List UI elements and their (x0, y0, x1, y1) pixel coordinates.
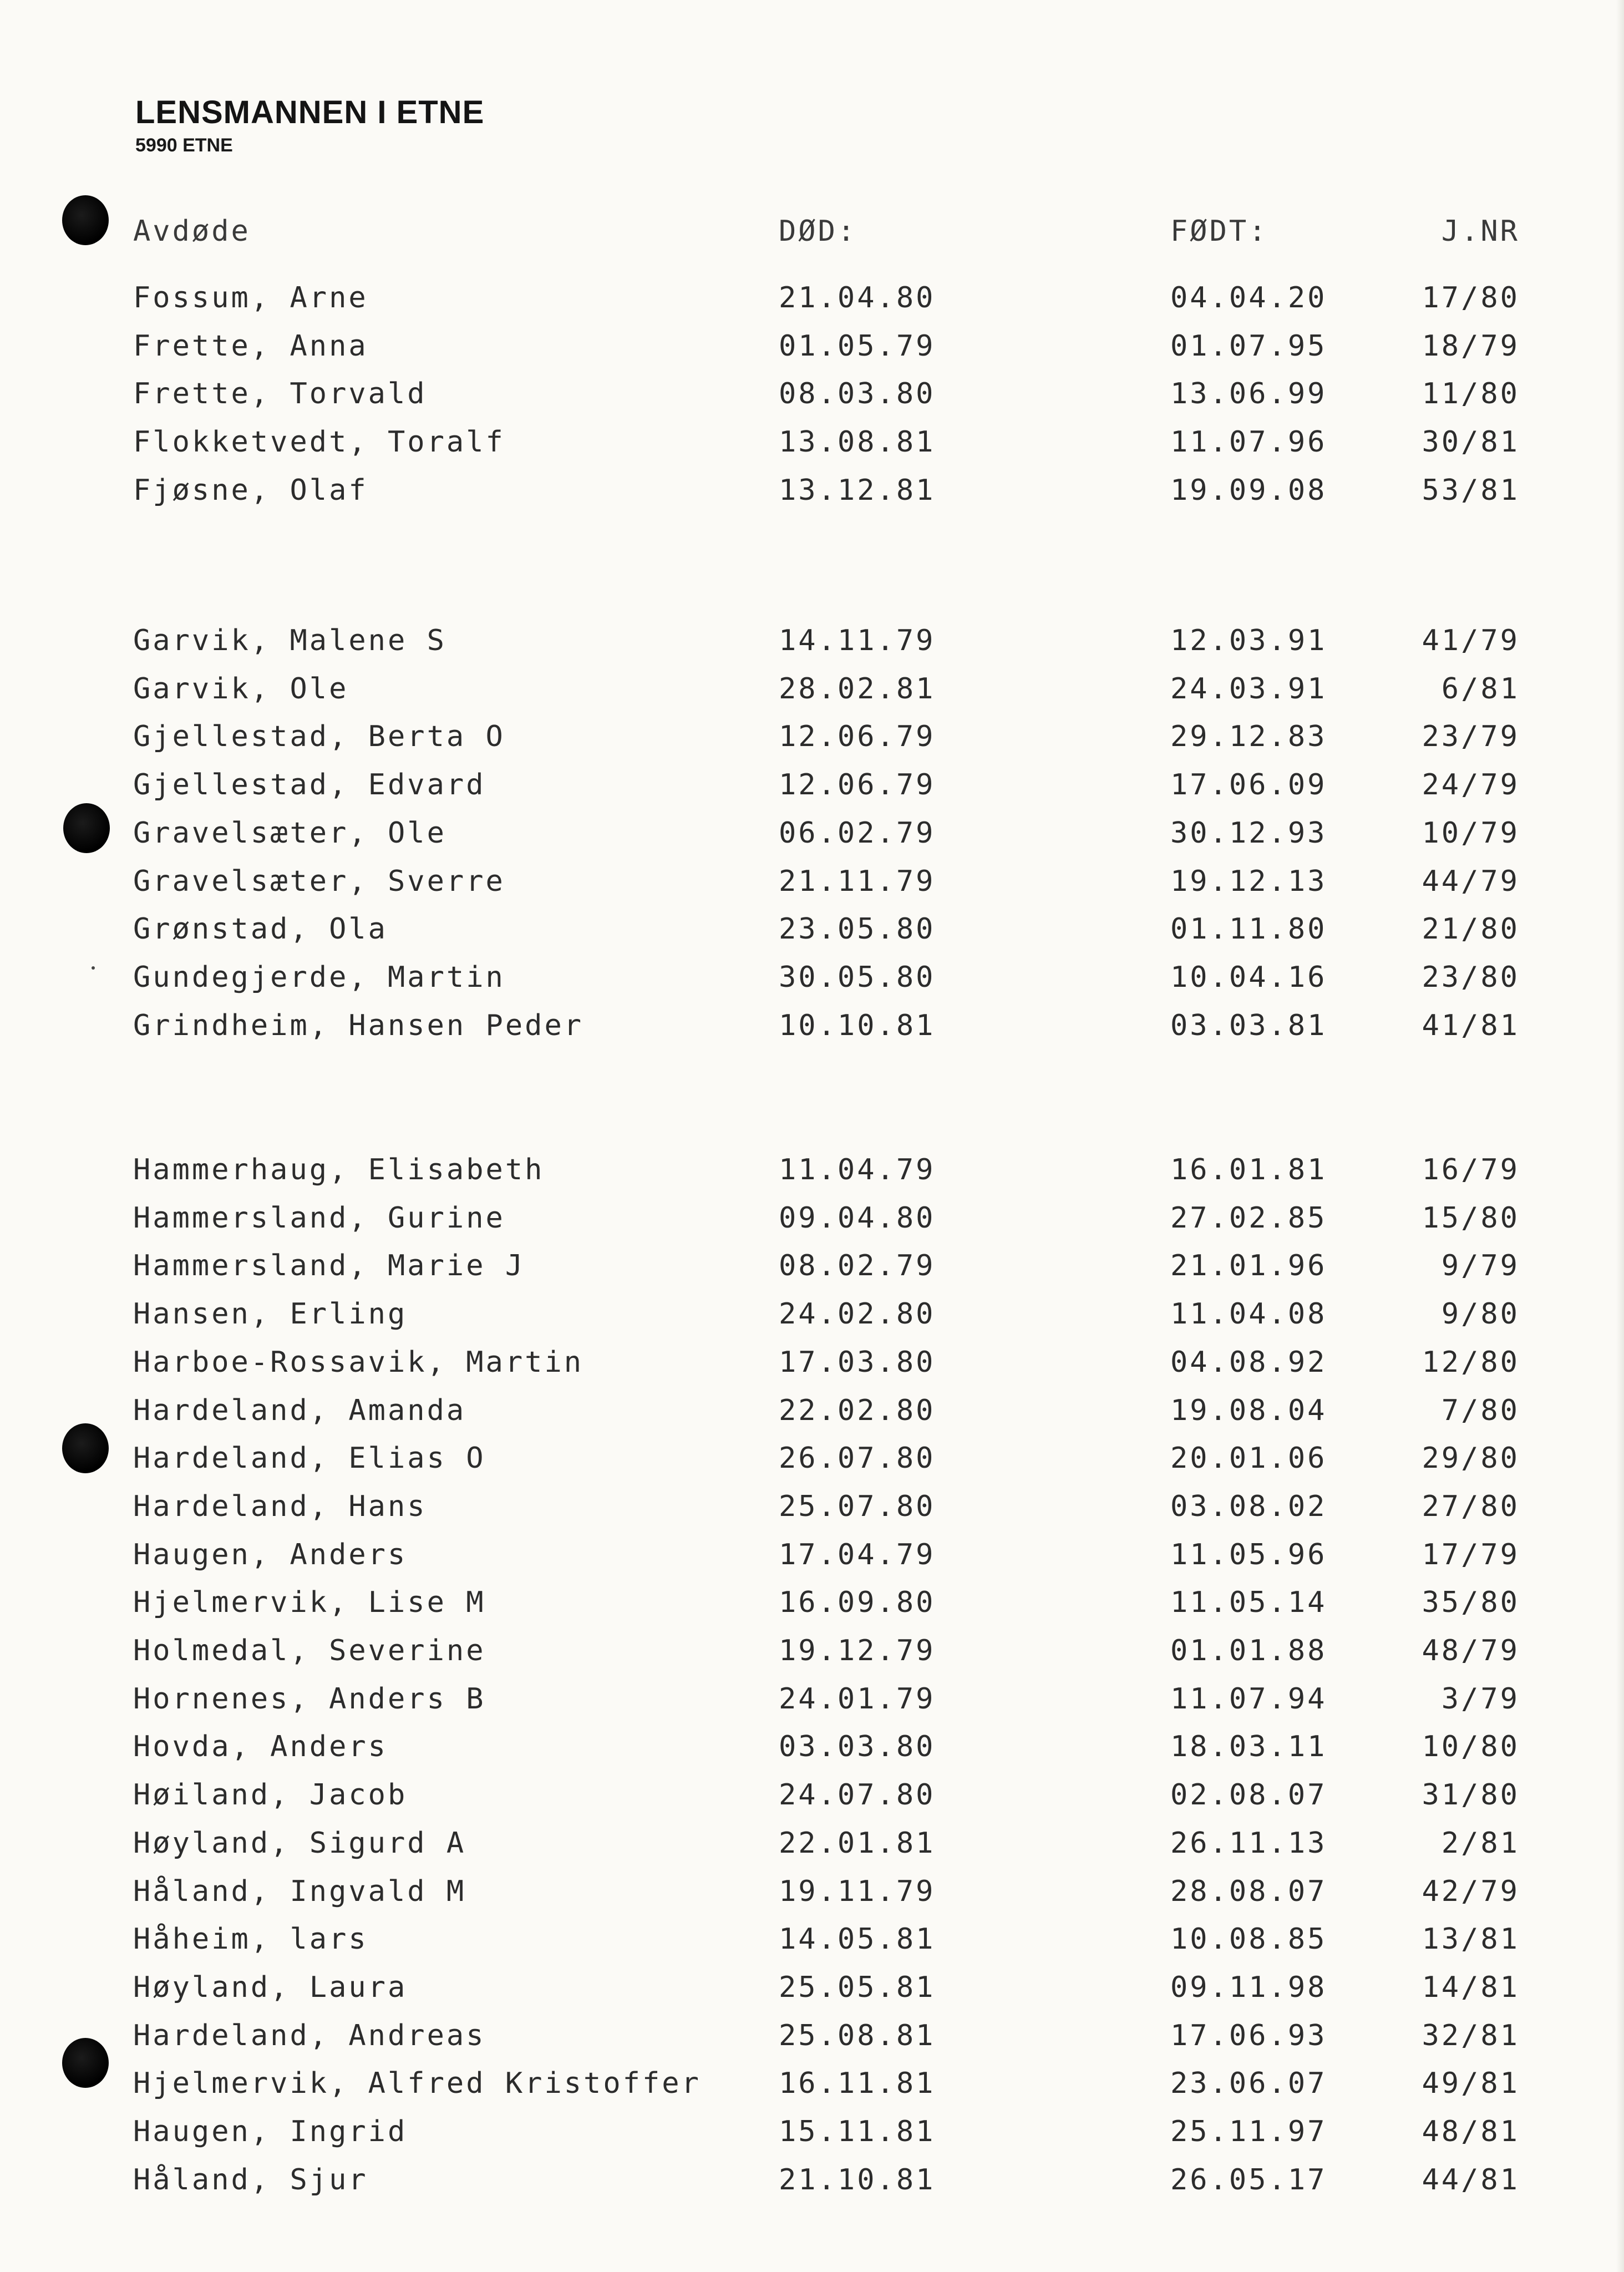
birth-date: 11.05.96 (1170, 1538, 1327, 1571)
birth-date: 26.05.17 (1170, 2163, 1327, 2197)
journal-number: 2/81 (1441, 1826, 1520, 1860)
deceased-name: Hardeland, Amanda (133, 1393, 466, 1427)
header-died: DØD: (779, 215, 857, 248)
journal-number: 3/79 (1441, 1682, 1520, 1716)
journal-number: 16/79 (1422, 1153, 1520, 1186)
death-date: 12.06.79 (779, 720, 936, 754)
table-row (0, 1728, 1624, 1765)
birth-date: 20.01.06 (1170, 1442, 1327, 1475)
death-date: 22.02.80 (779, 1393, 936, 1427)
deceased-name: Håland, Sjur (133, 2163, 368, 2197)
journal-number: 11/80 (1422, 377, 1520, 411)
table-row (0, 1007, 1624, 1044)
death-date: 21.11.79 (779, 864, 936, 898)
deceased-name: Håheim, lars (133, 1923, 368, 1956)
table-row (0, 671, 1624, 707)
death-date: 17.04.79 (779, 1538, 936, 1571)
deceased-name: Garvik, Ole (133, 672, 349, 706)
birth-date: 17.06.93 (1170, 2019, 1327, 2052)
header-born: FØDT: (1170, 215, 1268, 248)
birth-date: 13.06.99 (1170, 377, 1327, 411)
deceased-name: Grønstad, Ola (133, 912, 388, 946)
table-row (0, 1969, 1624, 2006)
letterhead-address: 5990 ETNE (135, 135, 233, 156)
journal-number: 10/79 (1422, 816, 1520, 850)
birth-date: 25.11.97 (1170, 2115, 1327, 2148)
death-date: 14.05.81 (779, 1923, 936, 1956)
deceased-name: Fossum, Arne (133, 281, 368, 315)
birth-date: 19.08.04 (1170, 1393, 1327, 1427)
birth-date: 10.04.16 (1170, 960, 1327, 994)
journal-number: 9/79 (1441, 1249, 1520, 1283)
journal-number: 32/81 (1422, 2019, 1520, 2052)
journal-number: 35/80 (1422, 1586, 1520, 1620)
birth-date: 03.08.02 (1170, 1489, 1327, 1523)
journal-number: 48/81 (1422, 2115, 1520, 2148)
table-row (0, 1200, 1624, 1236)
death-date: 19.12.79 (779, 1634, 936, 1667)
table-row (0, 2162, 1624, 2198)
table-row (0, 1825, 1624, 1862)
table-row (0, 718, 1624, 755)
birth-date: 04.04.20 (1170, 281, 1327, 315)
table-row (0, 1536, 1624, 1573)
birth-date: 23.06.07 (1170, 2067, 1327, 2101)
journal-number: 13/81 (1422, 1923, 1520, 1956)
death-date: 22.01.81 (779, 1826, 936, 1860)
journal-number: 27/80 (1422, 1489, 1520, 1523)
birth-date: 30.12.93 (1170, 816, 1327, 850)
deceased-name: Gravelsæter, Sverre (133, 864, 505, 898)
table-row (0, 1632, 1624, 1669)
column-headers (0, 213, 1624, 250)
deceased-name: Hjelmervik, Lise M (133, 1586, 486, 1620)
deceased-name: Hjelmervik, Alfred Kristoffer (133, 2067, 701, 2101)
table-row (0, 911, 1624, 947)
birth-date: 12.03.91 (1170, 624, 1327, 657)
journal-number: 15/80 (1422, 1201, 1520, 1235)
birth-date: 01.07.95 (1170, 329, 1327, 363)
death-date: 14.11.79 (779, 624, 936, 657)
table-row (0, 1247, 1624, 1284)
table-row (0, 767, 1624, 803)
journal-number: 7/80 (1441, 1393, 1520, 1427)
death-date: 25.05.81 (779, 1970, 936, 2004)
table-row (0, 1777, 1624, 1813)
deceased-name: Hovda, Anders (133, 1730, 388, 1764)
table-row (0, 1681, 1624, 1717)
death-date: 10.10.81 (779, 1008, 936, 1042)
birth-date: 17.06.09 (1170, 768, 1327, 802)
journal-number: 18/79 (1422, 329, 1520, 363)
deceased-name: Gjellestad, Edvard (133, 768, 486, 802)
deceased-name: Høyland, Laura (133, 1970, 408, 2004)
birth-date: 10.08.85 (1170, 1923, 1327, 1956)
journal-number: 41/79 (1422, 624, 1520, 657)
journal-number: 24/79 (1422, 768, 1520, 802)
deceased-name: Grindheim, Hansen Peder (133, 1008, 584, 1042)
birth-date: 11.07.94 (1170, 1682, 1327, 1716)
table-row (0, 2065, 1624, 2102)
journal-number: 17/80 (1422, 281, 1520, 315)
death-date: 25.07.80 (779, 1489, 936, 1523)
journal-number: 10/80 (1422, 1730, 1520, 1764)
birth-date: 11.04.08 (1170, 1297, 1327, 1331)
birth-date: 18.03.11 (1170, 1730, 1327, 1764)
table-row (0, 815, 1624, 851)
death-date: 06.02.79 (779, 816, 936, 850)
birth-date: 19.09.08 (1170, 473, 1327, 507)
journal-number: 44/81 (1422, 2163, 1520, 2197)
journal-number: 23/80 (1422, 960, 1520, 994)
death-date: 24.02.80 (779, 1297, 936, 1331)
table-row (0, 622, 1624, 659)
table-row (0, 1152, 1624, 1188)
deceased-name: Hardeland, Andreas (133, 2019, 486, 2052)
birth-date: 16.01.81 (1170, 1153, 1327, 1186)
death-date: 30.05.80 (779, 960, 936, 994)
birth-date: 01.01.88 (1170, 1634, 1327, 1667)
deceased-name: Gjellestad, Berta O (133, 720, 505, 754)
birth-date: 24.03.91 (1170, 672, 1327, 706)
letterhead (135, 93, 484, 159)
deceased-name: Hansen, Erling (133, 1297, 408, 1331)
journal-number: 9/80 (1441, 1297, 1520, 1331)
death-date: 09.04.80 (779, 1201, 936, 1235)
death-date: 11.04.79 (779, 1153, 936, 1186)
journal-number: 12/80 (1422, 1345, 1520, 1379)
death-date: 15.11.81 (779, 2115, 936, 2148)
death-date: 17.03.80 (779, 1345, 936, 1379)
birth-date: 27.02.85 (1170, 1201, 1327, 1235)
table-row (0, 424, 1624, 460)
deceased-name: Gravelsæter, Ole (133, 816, 446, 850)
journal-number: 29/80 (1422, 1442, 1520, 1475)
birth-date: 29.12.83 (1170, 720, 1327, 754)
table-row (0, 2113, 1624, 2150)
deceased-name: Høyland, Sigurd A (133, 1826, 466, 1860)
table-row (0, 1584, 1624, 1621)
table-row (0, 959, 1624, 996)
birth-date: 21.01.96 (1170, 1249, 1327, 1283)
journal-number: 49/81 (1422, 2067, 1520, 2101)
death-date: 13.12.81 (779, 473, 936, 507)
death-date: 24.07.80 (779, 1778, 936, 1812)
table-row (0, 863, 1624, 900)
death-date: 16.11.81 (779, 2067, 936, 2101)
journal-number: 44/79 (1422, 864, 1520, 898)
letterhead-title: LENSMANNEN I ETNE (135, 94, 485, 130)
birth-date: 02.08.07 (1170, 1778, 1327, 1812)
deceased-name: Hammerhaug, Elisabeth (133, 1153, 545, 1186)
journal-number: 42/79 (1422, 1874, 1520, 1908)
journal-number: 30/81 (1422, 425, 1520, 459)
header-journal-number: J.NR (1441, 215, 1520, 248)
deceased-name: Frette, Torvald (133, 377, 427, 411)
birth-date: 11.07.96 (1170, 425, 1327, 459)
table-row (0, 1488, 1624, 1525)
journal-number: 53/81 (1422, 473, 1520, 507)
table-row (0, 1921, 1624, 1957)
deceased-name: Haugen, Anders (133, 1538, 408, 1571)
deceased-name: Holmedal, Severine (133, 1634, 486, 1667)
death-date: 19.11.79 (779, 1874, 936, 1908)
death-date: 03.03.80 (779, 1730, 936, 1764)
death-date: 21.10.81 (779, 2163, 936, 2197)
deceased-name: Harboe-Rossavik, Martin (133, 1345, 584, 1379)
birth-date: 03.03.81 (1170, 1008, 1327, 1042)
table-row (0, 1296, 1624, 1332)
deceased-name: Håland, Ingvald M (133, 1874, 466, 1908)
journal-number: 6/81 (1441, 672, 1520, 706)
birth-date: 11.05.14 (1170, 1586, 1327, 1620)
journal-number: 41/81 (1422, 1008, 1520, 1042)
birth-date: 04.08.92 (1170, 1345, 1327, 1379)
death-date: 21.04.80 (779, 281, 936, 315)
table-row (0, 472, 1624, 509)
table-row (0, 1873, 1624, 1910)
death-date: 01.05.79 (779, 329, 936, 363)
table-row (0, 376, 1624, 412)
deceased-name: Flokketvedt, Toralf (133, 425, 505, 459)
death-date: 24.01.79 (779, 1682, 936, 1716)
death-date: 23.05.80 (779, 912, 936, 946)
death-date: 08.02.79 (779, 1249, 936, 1283)
birth-date: 28.08.07 (1170, 1874, 1327, 1908)
death-date: 25.08.81 (779, 2019, 936, 2052)
deceased-name: Hardeland, Hans (133, 1489, 427, 1523)
death-date: 28.02.81 (779, 672, 936, 706)
death-date: 13.08.81 (779, 425, 936, 459)
header-name: Avdøde (133, 215, 251, 248)
journal-number: 48/79 (1422, 1634, 1520, 1667)
deceased-name: Frette, Anna (133, 329, 368, 363)
birth-date: 09.11.98 (1170, 1970, 1327, 2004)
deceased-name: Garvik, Malene S (133, 624, 446, 657)
journal-number: 14/81 (1422, 1970, 1520, 2004)
deceased-name: Fjøsne, Olaf (133, 473, 368, 507)
table-row (0, 280, 1624, 316)
deceased-name: Hardeland, Elias O (133, 1442, 486, 1475)
death-date: 08.03.80 (779, 377, 936, 411)
death-date: 26.07.80 (779, 1442, 936, 1475)
deceased-name: Gundegjerde, Martin (133, 960, 505, 994)
journal-number: 23/79 (1422, 720, 1520, 754)
table-row (0, 328, 1624, 364)
table-row (0, 1344, 1624, 1381)
birth-date: 26.11.13 (1170, 1826, 1327, 1860)
journal-number: 21/80 (1422, 912, 1520, 946)
death-date: 12.06.79 (779, 768, 936, 802)
birth-date: 19.12.13 (1170, 864, 1327, 898)
deceased-name: Hammersland, Marie J (133, 1249, 525, 1283)
death-date: 16.09.80 (779, 1586, 936, 1620)
journal-number: 31/80 (1422, 1778, 1520, 1812)
deceased-name: Hammersland, Gurine (133, 1201, 505, 1235)
journal-number: 17/79 (1422, 1538, 1520, 1571)
birth-date: 01.11.80 (1170, 912, 1327, 946)
table-row (0, 1392, 1624, 1429)
deceased-name: Hornenes, Anders B (133, 1682, 486, 1716)
deceased-name: Haugen, Ingrid (133, 2115, 408, 2148)
deceased-name: Høiland, Jacob (133, 1778, 408, 1812)
table-row (0, 1440, 1624, 1477)
table-row (0, 2017, 1624, 2054)
